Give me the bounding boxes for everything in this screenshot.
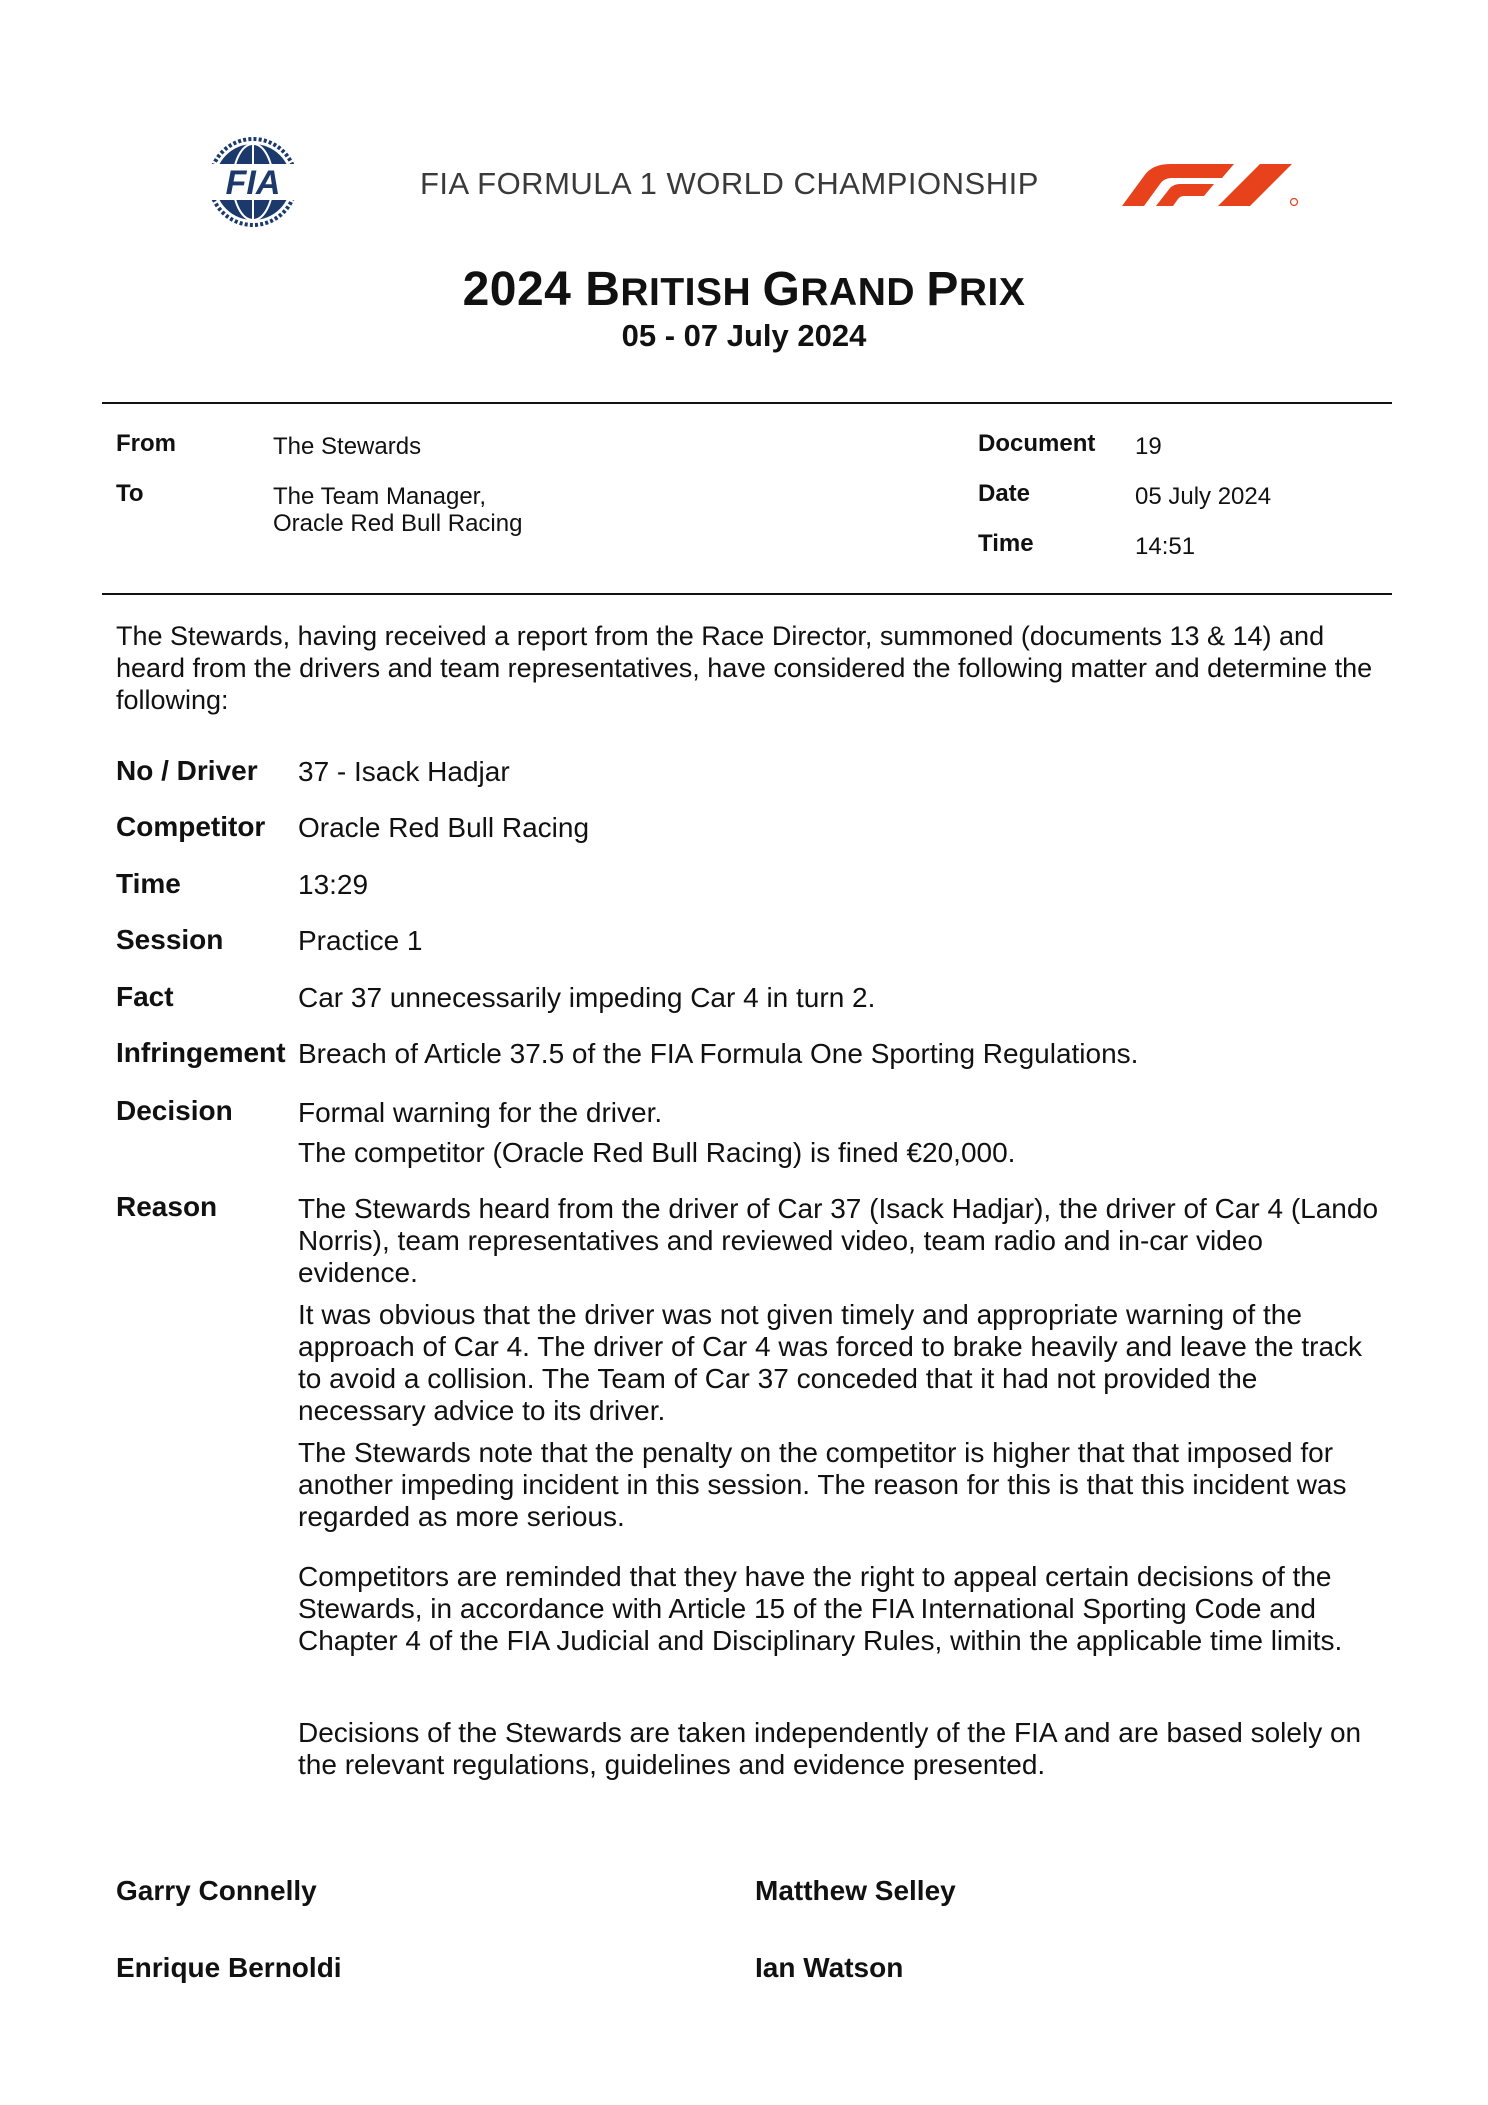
- fia-logo: [188, 136, 318, 228]
- signatory-3: Enrique Bernoldi: [116, 1952, 342, 1983]
- document-label: Document: [978, 430, 1096, 457]
- incident-time-value: 13:29: [298, 869, 369, 900]
- document-value: 19: [1135, 433, 1162, 460]
- reason-paragraph-3: The Stewards note that the penalty on the competitor is higher that that imposed for another impeding incident in this session. The reason for this is that this incident was regarded as more serious.: [298, 1437, 1347, 1532]
- signatory-2: Matthew Selley: [755, 1875, 956, 1906]
- top-divider: [102, 402, 1392, 404]
- svg-text:FIA: FIA: [225, 164, 281, 202]
- decision-label: Decision: [116, 1095, 233, 1126]
- bottom-divider: [102, 593, 1392, 595]
- to-value: The Team Manager, Oracle Red Bull Racing: [273, 483, 523, 537]
- reason-paragraph-1: The Stewards heard from the driver of Car 37 (Isack Hadjar), the driver of Car 4 (Lando Norris), team representatives and reviewed video, team radio and in-car video evidence.: [298, 1193, 1379, 1288]
- incident-time-label: Time: [116, 868, 181, 899]
- reason-label: Reason: [116, 1191, 218, 1222]
- event-title: 2024 BRITISH GRAND PRIX: [462, 263, 1026, 316]
- to-label: To: [116, 480, 144, 507]
- infringement-value: Breach of Article 37.5 of the FIA Formula One Sporting Regulations.: [298, 1038, 1139, 1069]
- date-value: 05 July 2024: [1135, 483, 1272, 510]
- fact-label: Fact: [116, 981, 174, 1012]
- reason-value: [298, 1193, 1390, 1543]
- driver-value: 37 - Isack Hadjar: [298, 756, 510, 787]
- intro-paragraph: The Stewards, having received a report from the Race Director, summoned (documents 13 & 14) and heard from the drivers and team representatives, have considered the following matter and determine the following:: [116, 621, 1373, 715]
- signatory-4: Ian Watson: [755, 1952, 904, 1983]
- from-value: The Stewards: [273, 433, 422, 460]
- from-label: From: [116, 430, 176, 457]
- reason-paragraph-2: It was obvious that the driver was not given timely and appropriate warning of the approach of Car 4. The driver of Car 4 was forced to brake heavily and leave the track to avoid a collision. The Team of Car 37 conceded that it had not provided the necessary advice to its driver.: [298, 1299, 1363, 1426]
- independence-note: Decisions of the Stewards are taken independently of the FIA and are based solely on the relevant regulations, guidelines and evidence presented.: [298, 1717, 1362, 1780]
- f1-logo: [1122, 158, 1302, 208]
- competitor-value: Oracle Red Bull Racing: [298, 812, 590, 843]
- infringement-label: Infringement: [116, 1037, 286, 1068]
- championship-title: FIA FORMULA 1 WORLD CHAMPIONSHIP: [420, 166, 1039, 201]
- time-label: Time: [978, 530, 1034, 557]
- appeal-note: Competitors are reminded that they have the right to appeal certain decisions of the Stewards, in accordance with Article 15 of the FIA International Sporting Code and Chapter 4 of the FIA Judicial and Disciplinary Rules, within the applicable time limits.: [298, 1561, 1343, 1656]
- date-label: Date: [978, 480, 1031, 507]
- signatory-1: Garry Connelly: [116, 1875, 317, 1906]
- decision-value: Formal warning for the driver. The competitor (Oracle Red Bull Racing) is fined €20,000.: [298, 1097, 1016, 1168]
- fact-value: Car 37 unnecessarily impeding Car 4 in turn 2.: [298, 982, 876, 1013]
- driver-label: No / Driver: [116, 755, 258, 786]
- time-value: 14:51: [1135, 533, 1196, 560]
- session-label: Session: [116, 924, 224, 955]
- event-dates: 05 - 07 July 2024: [621, 318, 867, 353]
- session-value: Practice 1: [298, 925, 423, 956]
- competitor-label: Competitor: [116, 811, 266, 842]
